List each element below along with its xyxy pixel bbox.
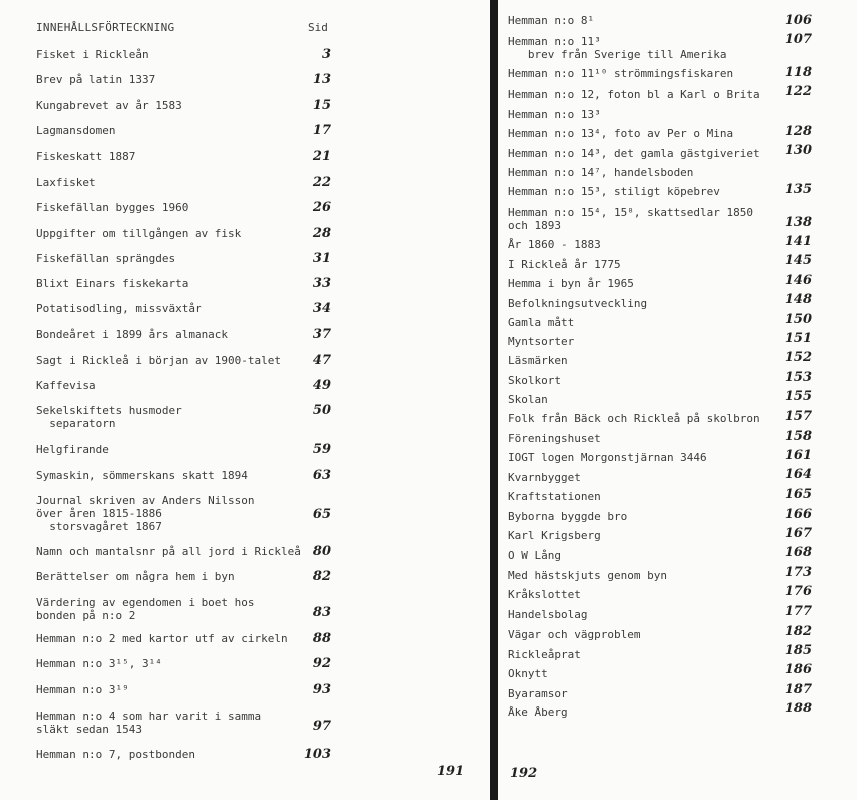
toc-entry bbox=[508, 412, 760, 425]
toc-entry bbox=[508, 206, 753, 232]
toc-entry-page: 37 bbox=[312, 327, 331, 342]
toc-entry-title: Hemman n:o 2 med kartor utf av cirkeln bbox=[36, 632, 288, 645]
toc-entry-title: Fiskefällan sprängdes bbox=[36, 252, 176, 265]
toc-entry bbox=[36, 124, 115, 137]
toc-entry-page: 152 bbox=[784, 350, 812, 365]
toc-entry bbox=[508, 432, 601, 445]
toc-entry-page: 155 bbox=[784, 389, 812, 404]
toc-entry-title: Föreningshuset bbox=[508, 432, 601, 445]
toc-entry-page: 157 bbox=[784, 409, 812, 424]
toc-entry-page: 83 bbox=[312, 605, 331, 620]
toc-entry bbox=[36, 710, 261, 736]
toc-entry-page: 161 bbox=[784, 448, 812, 463]
toc-entry-page: 34 bbox=[312, 301, 331, 316]
toc-entry bbox=[508, 14, 594, 27]
toc-entry-title: IOGT logen Morgonstjärnan 3446 bbox=[508, 451, 707, 464]
toc-entry-title: Kraftstationen bbox=[508, 490, 601, 503]
toc-entry bbox=[508, 316, 574, 329]
toc-entry-title: Kråkslottet bbox=[508, 588, 581, 601]
toc-entry-page: 103 bbox=[303, 747, 331, 762]
toc-entry-page: 28 bbox=[312, 226, 331, 241]
toc-entry bbox=[508, 127, 733, 140]
toc-entry bbox=[36, 227, 241, 240]
toc-entry bbox=[36, 545, 301, 558]
toc-entry-title: Namn och mantalsnr på all jord i Rickleå bbox=[36, 545, 301, 558]
toc-entry-page: 138 bbox=[784, 215, 812, 230]
toc-entry bbox=[36, 252, 175, 265]
toc-entry-title: Kungabrevet av år 1583 bbox=[36, 99, 182, 112]
toc-entry bbox=[508, 297, 647, 310]
toc-entry-page: 15 bbox=[312, 98, 331, 113]
toc-entry-title: Hemman n:o 4 som har varit i samma släkt sedan 1543 bbox=[36, 710, 262, 736]
page-number-left: 191 bbox=[437, 764, 465, 779]
toc-entry-title: Blixt Einars fiskekarta bbox=[36, 277, 189, 290]
toc-entry-title: Vägar och vägproblem bbox=[508, 628, 641, 641]
toc-entry bbox=[36, 657, 162, 670]
toc-entry-title: Värdering av egendomen i boet hos bonden på n:o 2 bbox=[36, 596, 255, 622]
toc-entry-title: Oknytt bbox=[508, 667, 548, 680]
toc-entry-page: 148 bbox=[784, 292, 812, 307]
toc-entry-title: Hemman n:o 15⁴, 15⁸, skattsedlar 1850 och 1893 bbox=[508, 206, 754, 232]
toc-entry-title: Symaskin, sömmerskans skatt 1894 bbox=[36, 469, 248, 482]
toc-entry-title: Hemman n:o 3¹⁹ bbox=[36, 683, 129, 696]
toc-entry bbox=[508, 67, 733, 80]
toc-entry bbox=[508, 166, 693, 179]
toc-entry-page: 188 bbox=[784, 701, 812, 716]
toc-entry-title: Hemman n:o 7, postbonden bbox=[36, 748, 195, 761]
toc-entry-page: 50 bbox=[312, 403, 331, 418]
toc-entry bbox=[508, 667, 548, 680]
toc-entry bbox=[36, 328, 228, 341]
toc-entry bbox=[36, 150, 135, 163]
toc-entry-title: Rickleåprat bbox=[508, 648, 581, 661]
toc-entry-page: 80 bbox=[312, 544, 331, 559]
toc-entry-page: 158 bbox=[784, 429, 812, 444]
toc-entry-page: 88 bbox=[312, 631, 331, 646]
toc-entry bbox=[508, 393, 548, 406]
toc-entry-title: Myntsorter bbox=[508, 335, 575, 348]
toc-entry bbox=[36, 48, 149, 61]
toc-entry-title: Uppgifter om tillgången av fisk bbox=[36, 227, 242, 240]
toc-entry-page: 186 bbox=[784, 662, 812, 677]
toc-entry bbox=[508, 147, 760, 160]
toc-entry-title: Berättelser om några hem i byn bbox=[36, 570, 235, 583]
toc-entry-title: Hemman n:o 14³, det gamla gästgiveriet bbox=[508, 147, 760, 160]
toc-entry-page: 31 bbox=[312, 251, 331, 266]
toc-entry bbox=[508, 529, 601, 542]
toc-entry-title: Fisket i Rickleån bbox=[36, 48, 149, 61]
toc-entry-page: 122 bbox=[784, 84, 812, 99]
toc-entry-page: 97 bbox=[312, 719, 331, 734]
toc-entry bbox=[508, 335, 574, 348]
toc-entry-page: 166 bbox=[784, 507, 812, 522]
toc-entry-page: 26 bbox=[312, 200, 331, 215]
toc-entry-page: 22 bbox=[312, 175, 331, 190]
toc-entry-title: Skolan bbox=[508, 393, 548, 406]
toc-entry bbox=[508, 471, 581, 484]
toc-entry-title: Helgfirande bbox=[36, 443, 109, 456]
toc-entry-page: 21 bbox=[312, 149, 331, 164]
page-column-label: Sid bbox=[308, 21, 328, 34]
toc-entry bbox=[508, 490, 601, 503]
toc-entry-title: Fiskeskatt 1887 bbox=[36, 150, 136, 163]
toc-entry-page: 13 bbox=[312, 72, 331, 87]
toc-entry-title: Hemman n:o 14⁷, handelsboden bbox=[508, 166, 694, 179]
toc-entry-page: 63 bbox=[312, 468, 331, 483]
toc-entry-title: Hemman n:o 12, foton bl a Karl o Brita bbox=[508, 88, 760, 101]
toc-entry bbox=[36, 277, 188, 290]
toc-entry bbox=[508, 88, 760, 101]
toc-entry-title: Hemman n:o 15³, stiligt köpebrev bbox=[508, 185, 720, 198]
toc-entry-page: 173 bbox=[784, 565, 812, 580]
toc-entry bbox=[508, 374, 561, 387]
toc-entry bbox=[508, 510, 627, 523]
toc-entry-page: 177 bbox=[784, 604, 812, 619]
toc-entry-title: Sekelskiftets husmoder separatorn bbox=[36, 404, 182, 430]
toc-entry bbox=[508, 108, 601, 121]
page-number-right: 192 bbox=[510, 766, 538, 781]
toc-entry bbox=[508, 354, 568, 367]
toc-entry-page: 167 bbox=[784, 526, 812, 541]
toc-entry-page: 107 bbox=[784, 32, 812, 47]
toc-entry-page: 33 bbox=[312, 276, 331, 291]
toc-entry-page: 17 bbox=[312, 123, 331, 138]
toc-entry-page: 49 bbox=[312, 378, 331, 393]
toc-entry bbox=[508, 35, 727, 61]
toc-entry-page: 165 bbox=[784, 487, 812, 502]
toc-entry-title: Befolkningsutveckling bbox=[508, 297, 648, 310]
toc-entry-title: O W Lång bbox=[508, 549, 561, 562]
toc-entry-title: År 1860 - 1883 bbox=[508, 238, 601, 251]
toc-entry-page: 118 bbox=[784, 65, 812, 80]
toc-entry-page: 176 bbox=[784, 584, 812, 599]
toc-entry-title: Lagmansdomen bbox=[36, 124, 116, 137]
toc-entry bbox=[508, 588, 581, 601]
toc-entry bbox=[36, 99, 182, 112]
toc-entry-title: Kvarnbygget bbox=[508, 471, 581, 484]
toc-entry-title: Brev på latin 1337 bbox=[36, 73, 156, 86]
toc-entry bbox=[508, 451, 707, 464]
toc-entry-page: 151 bbox=[784, 331, 812, 346]
toc-entry-page: 153 bbox=[784, 370, 812, 385]
toc-entry-title: Journal skriven av Anders Nilsson över åren 1815-1886 storsvagåret 1867 bbox=[36, 494, 255, 533]
toc-entry-page: 3 bbox=[321, 47, 331, 62]
toc-entry-page: 47 bbox=[312, 353, 331, 368]
toc-entry bbox=[36, 201, 188, 214]
toc-entry bbox=[36, 404, 182, 430]
toc-entry bbox=[36, 73, 155, 86]
toc-entry-title: Folk från Bäck och Rickleå på skolbron bbox=[508, 412, 760, 425]
toc-entry-title: I Rickleå år 1775 bbox=[508, 258, 621, 271]
toc-entry-page: 93 bbox=[312, 682, 331, 697]
toc-entry-page: 182 bbox=[784, 624, 812, 639]
toc-entry bbox=[36, 469, 248, 482]
toc-entry-title: Byborna byggde bro bbox=[508, 510, 628, 523]
toc-entry bbox=[508, 277, 634, 290]
toc-entry-title: Hemman n:o 11³ brev från Sverige till Amerika bbox=[508, 35, 727, 61]
toc-entry-page: 150 bbox=[784, 312, 812, 327]
toc-entry-title: Kaffevisa bbox=[36, 379, 96, 392]
toc-entry-page: 106 bbox=[784, 13, 812, 28]
toc-entry-page: 145 bbox=[784, 253, 812, 268]
toc-entry-title: Gamla mått bbox=[508, 316, 575, 329]
toc-entry bbox=[36, 443, 109, 456]
toc-entry-page: 168 bbox=[784, 545, 812, 560]
toc-entry-title: Potatisodling, missväxtår bbox=[36, 302, 202, 315]
toc-entry bbox=[508, 687, 568, 700]
toc-entry-page: 65 bbox=[312, 507, 331, 522]
toc-entry bbox=[508, 185, 720, 198]
toc-entry-page: 187 bbox=[784, 682, 812, 697]
toc-entry bbox=[36, 596, 255, 622]
toc-entry-page: 130 bbox=[784, 143, 812, 158]
toc-entry-page: 141 bbox=[784, 234, 812, 249]
toc-entry bbox=[36, 748, 195, 761]
toc-entry-title: Hemman n:o 13³ bbox=[508, 108, 601, 121]
toc-entry-title: Hemman n:o 8¹ bbox=[508, 14, 595, 27]
toc-entry-title: Hemman n:o 11¹⁰ strömmingsfiskaren bbox=[508, 67, 734, 80]
toc-entry bbox=[36, 683, 129, 696]
toc-entry bbox=[36, 632, 288, 645]
toc-entry bbox=[508, 706, 568, 719]
toc-entry bbox=[508, 608, 587, 621]
toc-entry-title: Fiskefällan bygges 1960 bbox=[36, 201, 189, 214]
toc-entry bbox=[508, 258, 621, 271]
toc-entry bbox=[36, 494, 255, 533]
toc-entry bbox=[36, 176, 96, 189]
toc-entry-title: Karl Krigsberg bbox=[508, 529, 601, 542]
toc-entry-title: Laxfisket bbox=[36, 176, 96, 189]
toc-entry-title: Byaramsor bbox=[508, 687, 568, 700]
toc-entry bbox=[508, 648, 581, 661]
toc-entry-page: 185 bbox=[784, 643, 812, 658]
toc-entry bbox=[36, 354, 281, 367]
toc-entry bbox=[36, 379, 96, 392]
toc-entry-page: 164 bbox=[784, 467, 812, 482]
toc-entry-page: 59 bbox=[312, 442, 331, 457]
toc-entry-page: 146 bbox=[784, 273, 812, 288]
toc-heading: INNEHÅLLSFÖRTECKNING bbox=[36, 21, 175, 34]
toc-entry bbox=[36, 570, 235, 583]
toc-entry bbox=[508, 549, 561, 562]
toc-entry bbox=[508, 569, 667, 582]
toc-entry bbox=[508, 238, 601, 251]
toc-entry-title: Skolkort bbox=[508, 374, 561, 387]
toc-entry-page: 128 bbox=[784, 124, 812, 139]
toc-entry-title: Sagt i Rickleå i början av 1900-talet bbox=[36, 354, 282, 367]
toc-entry-title: Åke Åberg bbox=[508, 706, 568, 719]
toc-entry-page: 82 bbox=[312, 569, 331, 584]
toc-entry-page: 92 bbox=[312, 656, 331, 671]
toc-entry-title: Hemma i byn år 1965 bbox=[508, 277, 634, 290]
right-page bbox=[498, 0, 857, 800]
toc-entry-title: Bondeåret i 1899 års almanack bbox=[36, 328, 229, 341]
toc-entry-title: Hemman n:o 3¹⁵, 3¹⁴ bbox=[36, 657, 162, 670]
toc-entry-title: Läsmärken bbox=[508, 354, 568, 367]
toc-entry bbox=[508, 628, 640, 641]
toc-entry-title: Med hästskjuts genom byn bbox=[508, 569, 667, 582]
toc-entry-title: Hemman n:o 13⁴, foto av Per o Mina bbox=[508, 127, 734, 140]
toc-entry-page: 135 bbox=[784, 182, 812, 197]
toc-entry bbox=[36, 302, 202, 315]
toc-entry-title: Handelsbolag bbox=[508, 608, 588, 621]
